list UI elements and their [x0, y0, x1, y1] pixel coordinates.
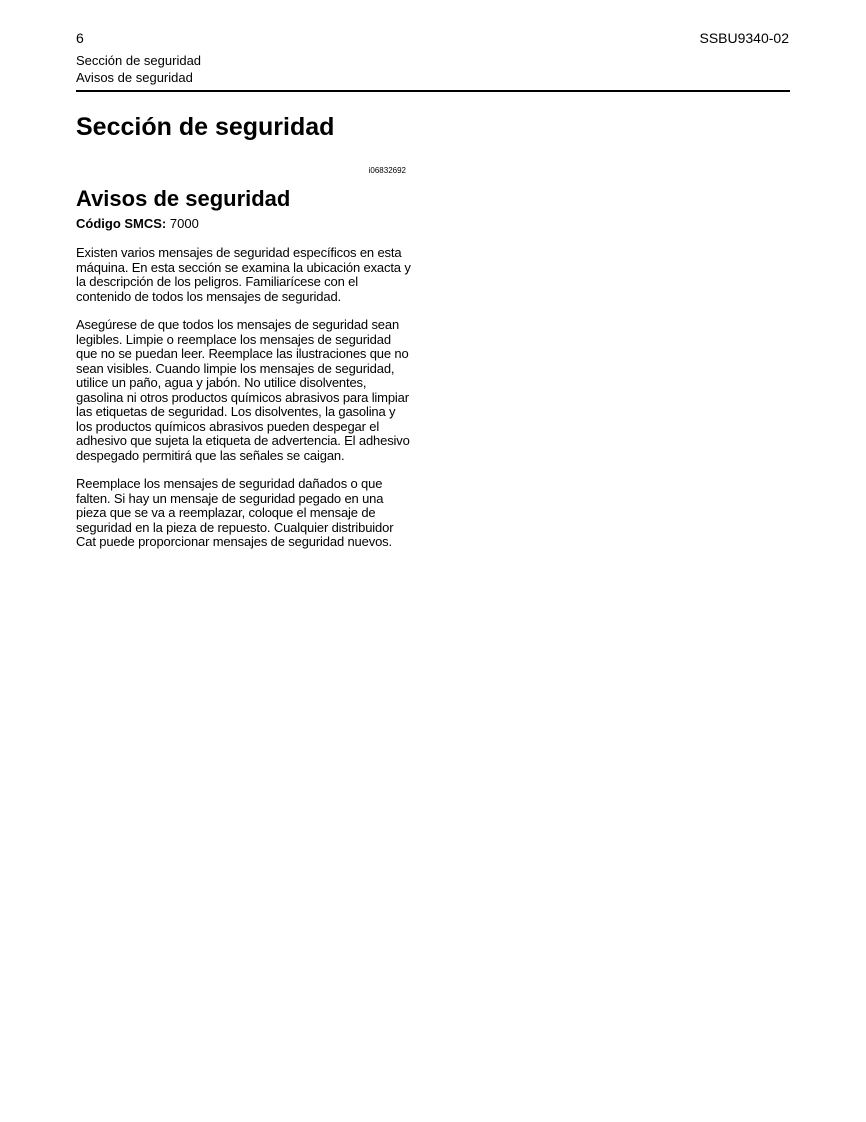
- topic-title: Avisos de seguridad: [76, 186, 291, 211]
- breadcrumb-topic: Avisos de seguridad: [76, 70, 193, 85]
- smcs-code: [76, 216, 412, 232]
- section-title: Sección de seguridad: [76, 113, 335, 141]
- smcs-label: Código SMCS:: [76, 216, 167, 231]
- header-divider: [76, 90, 790, 92]
- body-paragraph: Asegúrese de que todos los mensajes de seguridad sean legibles. Limpie o reemplace los mensajes de seguridad que no se puedan leer. Reemplace las ilustraciones que no sean visibles. Cuando limpie los mensajes de seguridad, utilice un paño, agua y jabón. No utilice disolventes, gasolina ni otros productos químicos abrasivos para limpiar las etiquetas de seguridad. Los disolventes, la gasolina y los productos químicos abrasivos pueden despegar el adhesivo que sujeta la etiqueta de advertencia. El adhesivo despegado permitirá que las señales se caigan.: [76, 317, 410, 463]
- breadcrumb-section: Sección de seguridad: [76, 53, 202, 68]
- body-paragraph: Reemplace los mensajes de seguridad dañados o que falten. Si hay un mensaje de seguridad pegado en una pieza que se va a reemplazar, coloque el mensaje de seguridad en la pieza de repuesto. Cualquier distribuidor Cat puede proporcionar mensajes de seguridad nuevos.: [76, 476, 394, 549]
- breadcrumb: [76, 52, 201, 86]
- content-column: [76, 166, 412, 550]
- document-id: SSBU9340-02: [699, 30, 789, 46]
- body-paragraph: Existen varios mensajes de seguridad específicos en esta máquina. En esta sección se examina la ubicación exacta y la descripción de los peligros. Familiarícese con el contenido de todos los mensajes de seguridad.: [76, 245, 411, 304]
- smcs-value: 7000: [169, 216, 199, 231]
- page-number: 6: [76, 30, 84, 46]
- topic-reference-id: i06832692: [368, 166, 406, 175]
